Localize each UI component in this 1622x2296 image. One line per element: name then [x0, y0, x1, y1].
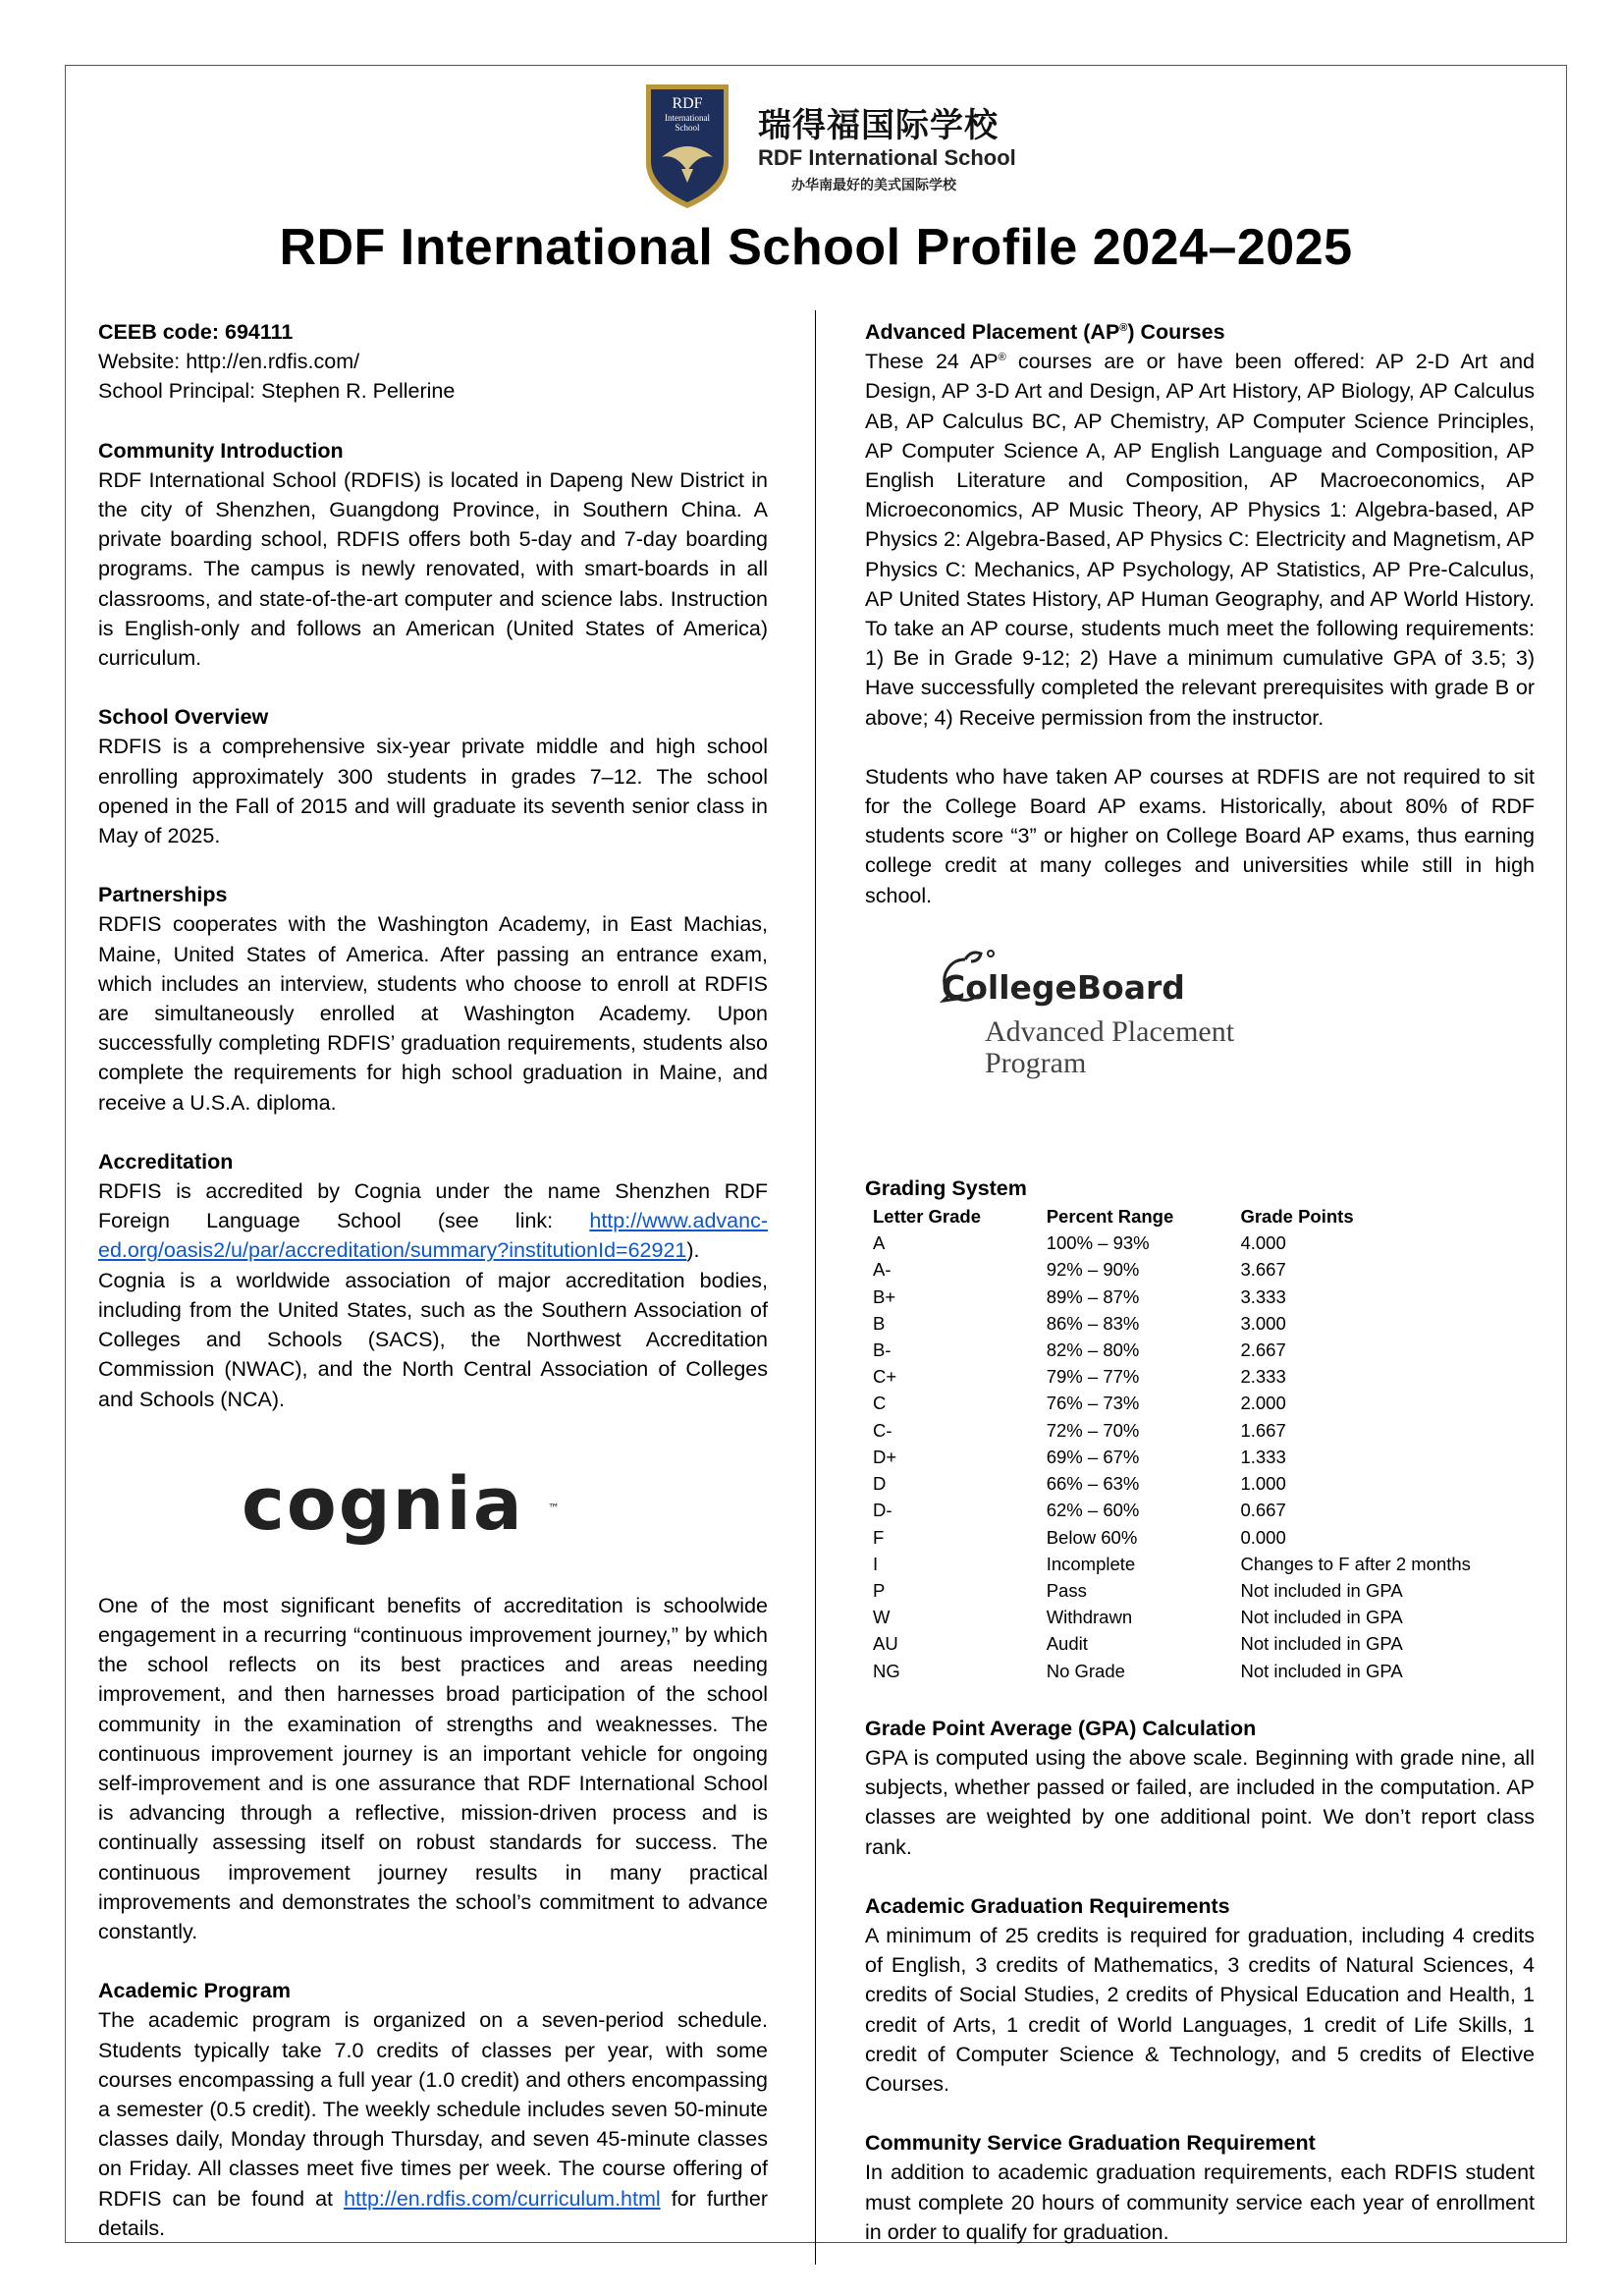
ap-heading-end: ) Courses	[1127, 320, 1225, 344]
letter-grade: NG	[873, 1660, 900, 1681]
cognia-trademark: ™	[548, 1501, 562, 1515]
registered-mark: ®	[998, 352, 1006, 364]
letter-grade: F	[873, 1526, 885, 1548]
right-column	[865, 317, 1535, 2247]
percent-range: 62% – 60%	[1046, 1500, 1140, 1521]
partnerships-text: RDFIS cooperates with the Washington Academy, in East Machias, Maine, United States of America. After passing an entrance exam, which includes an interview, students who choose to enroll at RDFIS are simultaneously enrolled at Washington Academy. Upon successfully completing RDFIS’ graduation requirements, students also complete the requirements for high school graduation in Maine, and receive a U.S.A. diploma.	[98, 912, 768, 1115]
grade-points: Not included in GPA	[1240, 1633, 1403, 1655]
collegeboard-name: CollegeBoard	[942, 967, 1185, 1007]
grade-points: 1.000	[1240, 1473, 1286, 1495]
grading-col-letter: Letter Grade	[873, 1206, 982, 1228]
letter-grade: W	[873, 1607, 891, 1628]
cognia-logo	[242, 1457, 768, 1552]
website-line: Website: http://en.rdfis.com/	[98, 350, 360, 374]
grade-points: 2.667	[1240, 1339, 1286, 1361]
grade-points: 3.333	[1240, 1285, 1286, 1307]
table-row	[873, 1417, 1535, 1444]
letter-grade: C+	[873, 1366, 897, 1388]
percent-range: Incomplete	[1046, 1553, 1136, 1574]
percent-range: Pass	[1046, 1579, 1087, 1601]
accreditation-heading: Accreditation	[98, 1149, 234, 1174]
curriculum-link[interactable]: http://en.rdfis.com/curriculum.html	[344, 2186, 661, 2211]
percent-range: Audit	[1046, 1633, 1088, 1655]
grade-points: 0.667	[1240, 1500, 1286, 1521]
academic-text-end: for further details.	[98, 2186, 768, 2240]
percent-range: 66% – 63%	[1046, 1473, 1140, 1495]
ceeb-code: CEEB code: 694111	[98, 320, 294, 344]
letter-grade: B-	[873, 1339, 892, 1361]
graduation-heading: Academic Graduation Requirements	[865, 1893, 1230, 1918]
accreditation-link[interactable]: http://www.advanc-ed.org/oasis2/u/par/accreditation/summary?institutionId=62921	[98, 1209, 768, 1263]
grade-points: 3.000	[1240, 1312, 1286, 1334]
percent-range: 72% – 70%	[1046, 1419, 1140, 1441]
graduation-text: A minimum of 25 credits is required for graduation, including 4 credits of English, 3 credits of Mathematics, 3 credits of Natural Sciences, 4 credits of Social Studies, 2 credits of Physical Education and Health, 1 credit of Arts, 1 credit of World Languages, 1 credit of Life Skills, 1 credit of Computer Science & Technology, and 5 credits of Elective Courses.	[865, 1923, 1535, 2096]
community-text: RDF International School (RDFIS) is located in Dapeng New District in the city of Shenzhen, Guangdong Province, in Southern China. A private boarding school, RDFIS offers both 5-day and 7-day boarding programs. The campus is newly renovated, with smart-boards in all classrooms, and state-of-the-art computer and science labs. Instruction is English-only and follows an American (United States of America) curriculum.	[98, 467, 768, 671]
percent-range: 89% – 87%	[1046, 1285, 1140, 1307]
community-heading: Community Introduction	[98, 438, 344, 463]
grading-section	[865, 1174, 1535, 1684]
crest-text-line-3: School	[675, 123, 700, 133]
accreditation-text	[98, 1176, 768, 1414]
percent-range: 69% – 67%	[1046, 1446, 1140, 1467]
table-row	[873, 1444, 1535, 1470]
grade-points: Changes to F after 2 months	[1240, 1553, 1471, 1574]
letter-grade: B	[873, 1312, 886, 1334]
grading-table	[873, 1203, 1535, 1684]
grade-points: 0.000	[1240, 1526, 1286, 1548]
table-row	[873, 1551, 1535, 1577]
cognia-wordmark: cognia	[242, 1461, 524, 1547]
grading-header-row	[873, 1203, 1535, 1230]
table-row	[873, 1310, 1535, 1337]
grade-points: 3.667	[1240, 1259, 1286, 1281]
table-row	[873, 1470, 1535, 1497]
letter-grade: A-	[873, 1259, 892, 1281]
percent-range: 79% – 77%	[1046, 1366, 1140, 1388]
grade-points: 2.000	[1240, 1393, 1286, 1414]
percent-range: 86% – 83%	[1046, 1312, 1140, 1334]
percent-range: No Grade	[1046, 1660, 1125, 1681]
ap-courses-text	[865, 347, 1535, 733]
column-divider	[815, 310, 816, 2265]
accreditation-text-start: RDFIS is accredited by Cognia under the name Shenzhen RDF Foreign Language School (see link:	[98, 1179, 768, 1233]
ap-courses-body: courses are or have been offered: AP 2-D Art and Design, AP 3-D Art and Design, AP Art History, AP Biology, AP Calculus AB, AP Calculus BC, AP Chemistry, AP Computer Science Principles, AP Computer Science A, AP English Language and Composition, AP English Literature and Composition, AP Macroeconomics, AP Microeconomics, AP Music Theory, AP Physics 1: Algebra-based, AP Physics 2: Algebra-Based, AP Physics C: Electricity and Magnetism, AP Physics C: Mechanics, AP Psychology, AP Statistics, AP Pre-Calculus, AP United States History, AP Human Geography, and AP World History. To take an AP course, students much meet the following requirements: 1) Be in Grade 9-12; 2) Have a minimum cumulative GPA of 3.5; 3) Have successfully completed the relevant prerequisites with grade B or above; 4) Receive permission from the instructor.	[865, 350, 1535, 730]
table-row	[873, 1630, 1535, 1657]
page-title: RDF International School Profile 2024–2025	[279, 219, 1353, 276]
academic-text-start: The academic program is organized on a seven-period schedule. Students typically take 7.0 credits of classes per year, with some courses encompassing a full year (1.0 credit) and others encompassing a semester (0.5 credit). The weekly schedule includes seven 50-minute classes daily, Monday through Thursday, and seven 45-minute classes on Friday. All classes meet five times per week. The course offering of RDFIS can be found at	[98, 2008, 768, 2211]
table-row	[873, 1284, 1535, 1310]
grading-heading: Grading System	[865, 1175, 1027, 1200]
percent-range: 76% – 73%	[1046, 1393, 1140, 1414]
overview-text: RDFIS is a comprehensive six-year private middle and high school enrolling approximately 300 students in grades 7–12. The school opened in the Fall of 2015 and will graduate its seventh senior class in May of 2025.	[98, 735, 768, 848]
letter-grade: D-	[873, 1500, 892, 1521]
ap-exams-text: Students who have taken AP courses at RDFIS are not required to sit for the College Board AP exams. Historically, about 80% of RDF students score “3” or higher on College Board AP exams, thus earning college credit at many colleges and universities while still in high school.	[865, 764, 1535, 907]
collegeboard-subtitle-1: Advanced Placement	[985, 1014, 1235, 1048]
letter-grade: D+	[873, 1446, 897, 1467]
benefits-text: One of the most significant benefits of accreditation is schoolwide engagement in a recurring “continuous improvement journey,” by which the school reflects on its best practices and areas needing improvement, and then harnesses broad participation of the school community in the examination of strengths and weaknesses. The continuous improvement journey is an important vehicle for ongoing self-improvement and is one assurance that RDF International School is advancing through a reflective, mission-driven process and is continually assessing itself on robust standards for success. The continuous improvement journey results in many practical improvements and demonstrates the school’s commitment to advance constantly.	[98, 1593, 768, 1943]
percent-range: 82% – 80%	[1046, 1339, 1140, 1361]
table-row	[873, 1524, 1535, 1551]
letter-grade: C-	[873, 1419, 892, 1441]
letter-grade: AU	[873, 1633, 898, 1655]
grade-points: 2.333	[1240, 1366, 1286, 1388]
crest-text-line-2: International	[665, 113, 710, 123]
letter-grade: D	[873, 1473, 887, 1495]
percent-range: Withdrawn	[1046, 1607, 1133, 1628]
letter-grade: C	[873, 1393, 887, 1414]
principal-line: School Principal: Stephen R. Pellerine	[98, 379, 456, 404]
percent-range: 100% – 93%	[1046, 1232, 1150, 1254]
table-row	[873, 1658, 1535, 1684]
grade-points: 1.667	[1240, 1419, 1286, 1441]
service-heading: Community Service Graduation Requirement	[865, 2131, 1316, 2156]
overview-heading: School Overview	[98, 705, 269, 730]
school-tagline: 办华南最好的美式国际学校	[791, 178, 956, 193]
registered-mark: ®	[1119, 321, 1128, 334]
table-row	[873, 1256, 1535, 1283]
grading-rows	[873, 1230, 1535, 1683]
letter-grade: I	[873, 1553, 879, 1574]
grading-col-percent: Percent Range	[1046, 1206, 1174, 1228]
table-row	[873, 1337, 1535, 1363]
accreditation-text-end: ). Cognia is a worldwide association of major accreditation bodies, including from the United States, such as the Southern Association of Colleges and Schools (SACS), the Northwest Accreditation Commission (NWAC), and the North Central Association of Colleges and Schools (NCA).	[98, 1238, 768, 1411]
collegeboard-logo	[942, 946, 1535, 1093]
table-row	[873, 1363, 1535, 1390]
table-row	[873, 1497, 1535, 1523]
grade-points: Not included in GPA	[1240, 1607, 1403, 1628]
grading-col-points: Grade Points	[1240, 1206, 1354, 1228]
school-crest-icon	[642, 81, 732, 212]
letter-grade: B+	[873, 1285, 896, 1307]
left-column	[98, 317, 768, 2243]
school-name-english: RDF International School	[758, 145, 1016, 170]
table-row	[873, 1604, 1535, 1630]
grade-points: 1.333	[1240, 1446, 1286, 1467]
table-row	[873, 1230, 1535, 1256]
school-logo	[642, 81, 1054, 214]
ap-heading-start: Advanced Placement (AP	[865, 320, 1120, 344]
partnerships-heading: Partnerships	[98, 883, 228, 907]
percent-range: Below 60%	[1046, 1526, 1138, 1548]
letter-grade: P	[873, 1579, 886, 1601]
ap-heading	[865, 317, 1535, 347]
collegeboard-subtitle-2: Program	[985, 1046, 1087, 1079]
grade-points: Not included in GPA	[1240, 1660, 1403, 1681]
table-row	[873, 1390, 1535, 1416]
crest-text-line-1: RDF	[672, 95, 703, 112]
letter-grade: A	[873, 1232, 886, 1254]
table-row	[873, 1577, 1535, 1604]
academic-text	[98, 2005, 768, 2243]
ap-courses-start: These 24 AP	[865, 350, 999, 374]
grade-points: Not included in GPA	[1240, 1579, 1403, 1601]
service-text: In addition to academic graduation requirements, each RDFIS student must complete 20 hours of community service each year of enrollment in order to qualify for graduation.	[865, 2160, 1535, 2244]
gpa-text: GPA is computed using the above scale. Beginning with grade nine, all subjects, whether passed or failed, are included in the computation. AP classes are weighted by one additional point. We don’t report class rank.	[865, 1745, 1535, 1859]
gpa-heading: Grade Point Average (GPA) Calculation	[865, 1716, 1257, 1740]
grade-points: 4.000	[1240, 1232, 1286, 1254]
academic-heading: Academic Program	[98, 1979, 291, 2003]
percent-range: 92% – 90%	[1046, 1259, 1140, 1281]
school-name-chinese: 瑞得福国际学校	[758, 106, 999, 145]
